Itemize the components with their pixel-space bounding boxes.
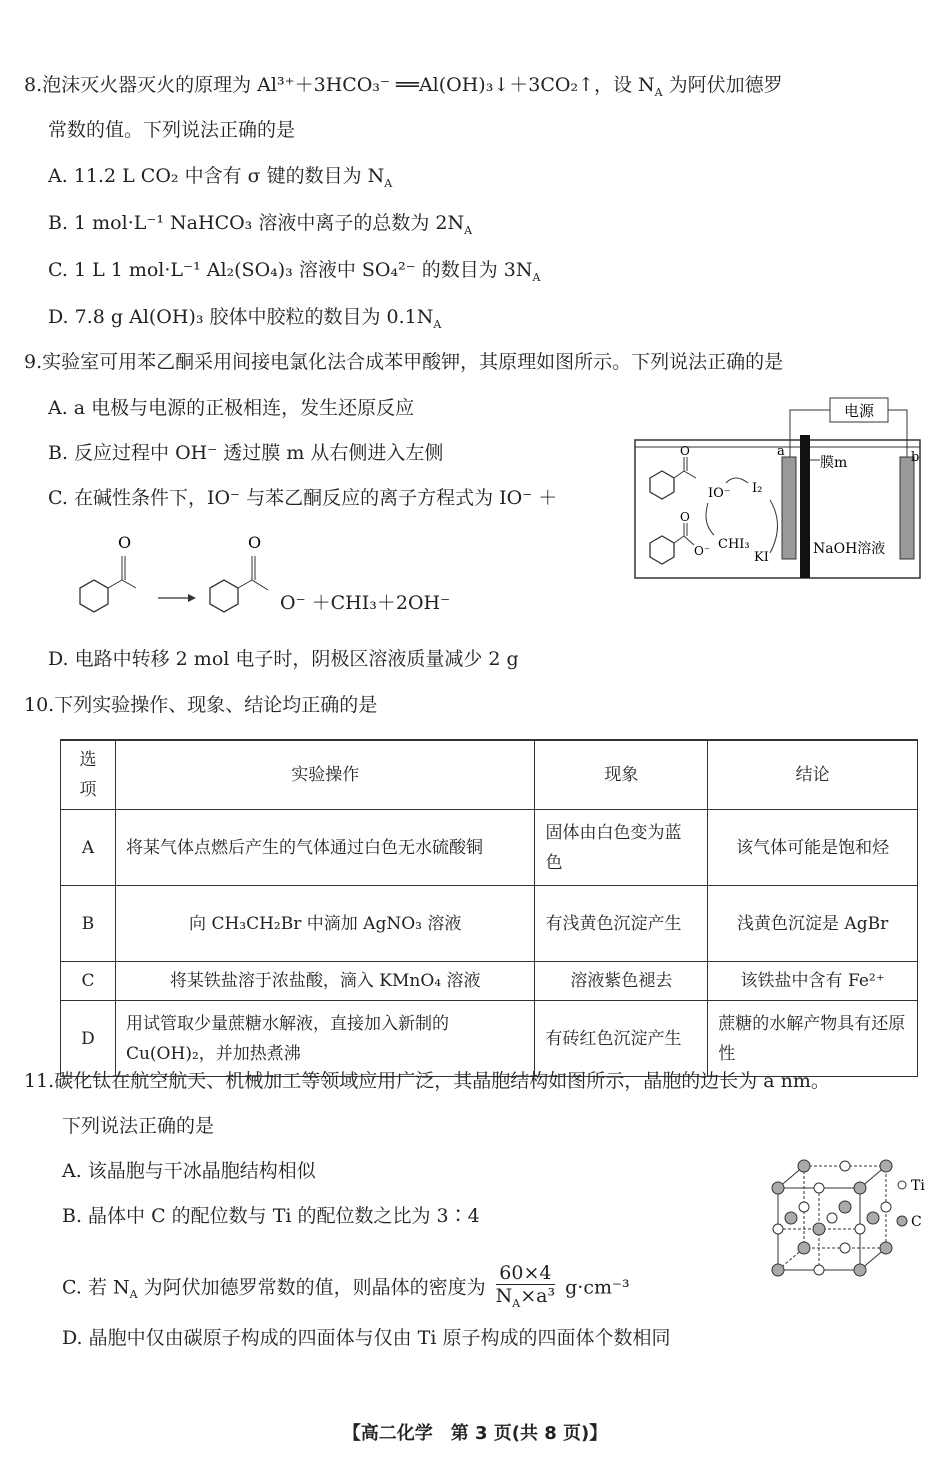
legend-ti-icon — [898, 1181, 906, 1189]
q8-option-a[interactable]: A. 11.2 L CO₂ 中含有 σ 键的数目为 $N_A$ — [48, 165, 393, 190]
legend-c-icon — [897, 1216, 907, 1226]
table-header-row — [61, 740, 918, 810]
svg-text:NaOH溶液: NaOH溶液 — [813, 541, 886, 557]
svg-text:KI: KI — [754, 550, 769, 565]
electrode-b — [900, 457, 914, 559]
q10-stem: 10.下列实验操作、现象、结论均正确的是 — [24, 694, 378, 716]
crystal-cell-diagram — [768, 1158, 933, 1283]
svg-text:a: a — [777, 444, 785, 459]
electrolysis-diagram — [630, 395, 930, 585]
row-conclusion: 蔗糖的水解产物具有还原性 — [708, 1001, 918, 1077]
row-operation: 向 CH₃CH₂Br 中滴加 AgNO₃ 溶液 — [115, 886, 534, 962]
row-conclusion: 该铁盐中含有 Fe²⁺ — [708, 962, 918, 1001]
svg-text:膜m: 膜m — [820, 455, 848, 471]
row-conclusion: 浅黄色沉淀是 AgBr — [708, 886, 918, 962]
density-fraction: $\frac{60\times 4}{N_A\times a^3}$ — [495, 1262, 556, 1310]
svg-text:b: b — [911, 450, 920, 465]
legend-c: C — [911, 1214, 922, 1230]
q8-stem-line1: 8.泡沫灭火器灭火的原理为 Al³⁺＋3HCO₃⁻ ══Al(OH)₃↓＋3CO₂↑，设 $N_A$ 为阿伏加德罗 — [24, 74, 783, 99]
q9-stem: 9.实验室可用苯乙酮采用间接电氯化法合成苯甲酸钾，其原理如图所示。下列说法正确的是 — [24, 351, 784, 373]
svg-text:O: O — [118, 533, 132, 552]
q8-stem-line2: 常数的值。下列说法正确的是 — [48, 119, 296, 141]
svg-text:O⁻: O⁻ — [694, 544, 711, 558]
q8-option-b[interactable]: B. 1 mol·L⁻¹ NaHCO₃ 溶液中离子的总数为 $2N_A$ — [48, 212, 473, 237]
table-row — [61, 962, 918, 1001]
power-label: 电源 — [843, 402, 875, 420]
row-operation: 将某铁盐溶于浓盐酸，滴入 KMnO₄ 溶液 — [115, 962, 534, 1001]
q9-option-a[interactable]: A. a 电极与电源的正极相连，发生还原反应 — [48, 397, 415, 419]
q11-option-a[interactable]: A. 该晶胞与干冰晶胞结构相似 — [62, 1160, 316, 1182]
table-row — [61, 810, 918, 886]
q11-stem: 11.碳化钛在航空航天、机械加工等领域应用广泛，其晶胞结构如图所示，晶胞的边长为 a nm。 — [24, 1070, 830, 1092]
row-option: B — [61, 886, 116, 962]
svg-text:I₂: I₂ — [752, 481, 763, 496]
row-phenomenon: 有砖红色沉淀产生 — [535, 1001, 708, 1077]
row-conclusion: 该气体可能是饱和烃 — [708, 810, 918, 886]
membrane-m — [800, 435, 810, 578]
q8-option-c[interactable]: C. 1 L 1 mol·L⁻¹ Al₂(SO₄)₃ 溶液中 SO₄²⁻ 的数目为 $3N_A$ — [48, 259, 541, 284]
q9-reaction-scheme — [60, 528, 300, 618]
row-option: C — [61, 962, 116, 1001]
header-phenomenon: 现象 — [535, 740, 708, 810]
row-operation: 将某气体点燃后产生的气体通过白色无水硫酸铜 — [115, 810, 534, 886]
row-phenomenon: 溶液紫色褪去 — [535, 962, 708, 1001]
svg-text:O: O — [248, 533, 262, 552]
row-operation: 用试管取少量蔗糖水解液，直接加入新制的 Cu(OH)₂，并加热煮沸 — [115, 1001, 534, 1077]
header-operation: 实验操作 — [115, 740, 534, 810]
q11-option-c[interactable]: C. 若 $N_A$ 为阿伏加德罗常数的值，则晶体的密度为 $\frac{60\times 4}{N_A\times a^3}$ g·cm⁻³ — [62, 1262, 630, 1315]
q9-option-c-tail: O⁻ ＋CHI₃＋2OH⁻ — [280, 592, 451, 614]
q11-stem-line2: 下列说法正确的是 — [62, 1115, 215, 1137]
row-option: A — [61, 810, 116, 886]
electrode-a — [782, 457, 796, 559]
row-phenomenon: 固体由白色变为蓝色 — [535, 810, 708, 886]
row-option: D — [61, 1001, 116, 1077]
q9-option-b[interactable]: B. 反应过程中 OH⁻ 透过膜 m 从右侧进入左侧 — [48, 442, 444, 464]
q9-option-d[interactable]: D. 电路中转移 2 mol 电子时，阴极区溶液质量减少 2 g — [48, 648, 519, 670]
table-row — [61, 886, 918, 962]
legend-ti: Ti — [911, 1178, 925, 1194]
svg-text:CHI₃: CHI₃ — [718, 537, 750, 552]
q11-option-b[interactable]: B. 晶体中 C 的配位数与 Ti 的配位数之比为 3∶4 — [62, 1205, 480, 1227]
svg-text:IO⁻: IO⁻ — [708, 486, 731, 501]
svg-text:O: O — [680, 444, 690, 458]
experiment-table — [60, 739, 918, 1077]
table-row — [61, 1001, 918, 1077]
q9-option-c[interactable]: C. 在碱性条件下，IO⁻ 与苯乙酮反应的离子方程式为 IO⁻ ＋ — [48, 487, 558, 509]
header-conclusion: 结论 — [708, 740, 918, 810]
row-phenomenon: 有浅黄色沉淀产生 — [535, 886, 708, 962]
svg-text:O: O — [680, 510, 690, 524]
header-option: 选项 — [61, 740, 116, 810]
page-footer: 【高二化学 第 3 页(共 8 页)】 — [342, 1423, 608, 1444]
q8-option-d[interactable]: D. 7.8 g Al(OH)₃ 胶体中胶粒的数目为 $0.1N_A$ — [48, 306, 442, 331]
q11-option-d[interactable]: D. 晶胞中仅由碳原子构成的四面体与仅由 Ti 原子构成的四面体个数相同 — [62, 1327, 671, 1349]
